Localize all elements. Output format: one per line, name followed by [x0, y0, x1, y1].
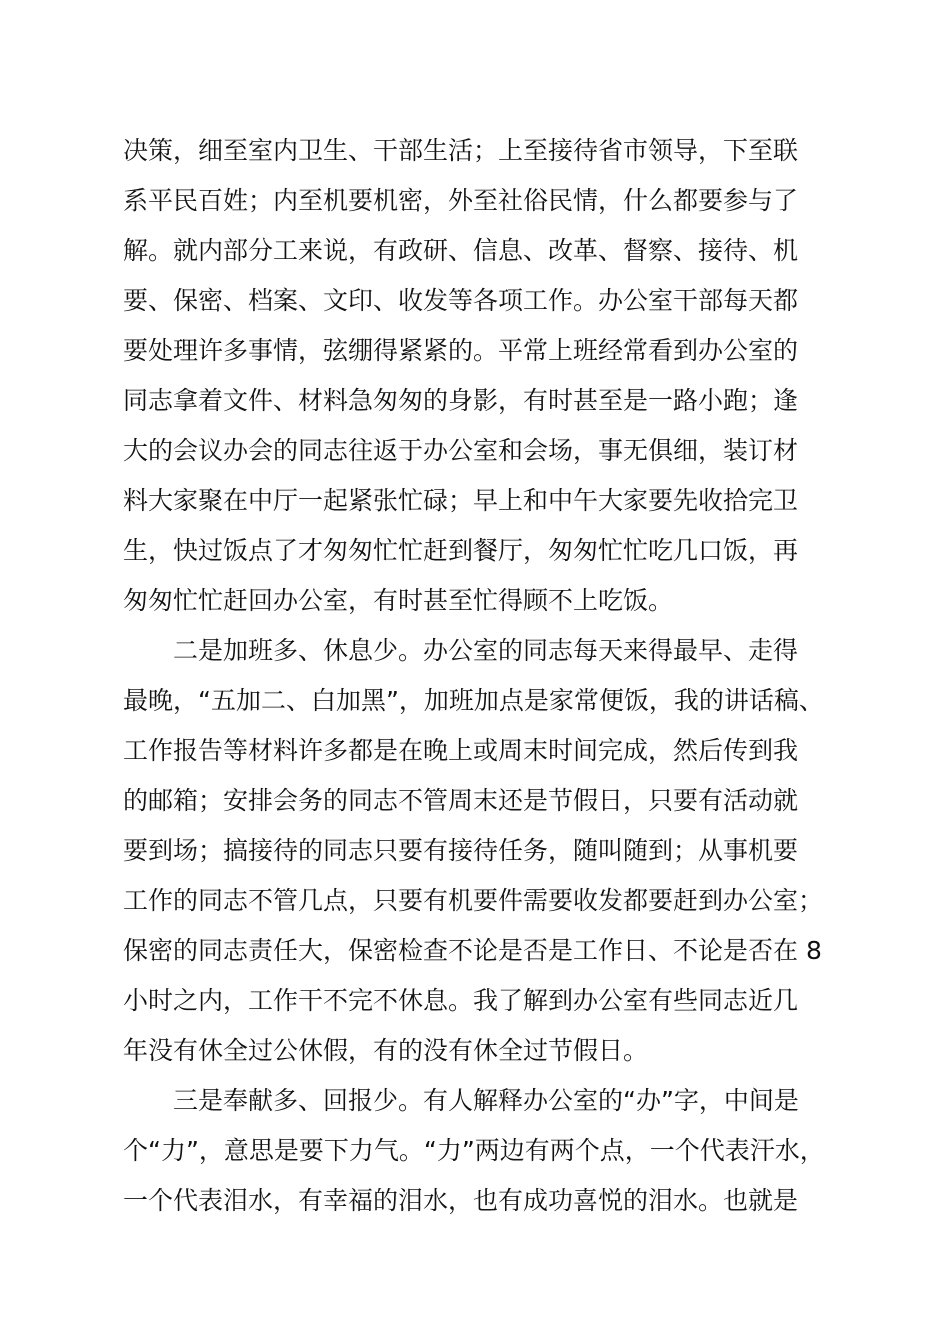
text-line: 一个代表泪水，有幸福的泪水，也有成功喜悦的泪水。也就是	[123, 1186, 799, 1215]
text-line: 系平民百姓；内至机要机密，外至社俗民情，什么都要参与了	[123, 186, 799, 215]
text-line: 最晚，“五加二、白加黑”，加班加点是家常便饭，我的讲话稿、	[123, 686, 824, 715]
text-line: 的邮箱；安排会务的同志不管周末还是节假日，只要有活动就	[123, 786, 799, 815]
text-line: 工作报告等材料许多都是在晚上或周末时间完成，然后传到我	[123, 736, 799, 765]
text-line: 决策，细至室内卫生、干部生活；上至接待省市领导，下至联	[123, 136, 799, 165]
text-line: 匆匆忙忙赶回办公室，有时甚至忙得顾不上吃饭。	[123, 586, 674, 615]
text-line: 要到场；搞接待的同志只要有接待任务，随叫随到；从事机要	[123, 836, 799, 865]
text-line: 同志拿着文件、材料急匆匆的身影，有时甚至是一路小跑；逢	[123, 386, 799, 415]
body-text	[123, 126, 863, 1226]
text-line: 要、保密、档案、文印、收发等各项工作。办公室干部每天都	[123, 286, 799, 315]
paragraph-start-line: 三是奉献多、回报少。有人解释办公室的“办”字，中间是	[173, 1086, 799, 1115]
text-line: 个“力”，意思是要下力气。“力”两边有两个点，一个代表汗水，	[123, 1136, 825, 1165]
text-line: 料大家聚在中厅一起紧张忙碌；早上和中午大家要先收拾完卫	[123, 486, 799, 515]
text-line: 解。就内部分工来说，有政研、信息、改革、督察、接待、机	[123, 236, 799, 265]
text-line: 要处理许多事情，弦绷得紧紧的。平常上班经常看到办公室的	[123, 336, 799, 365]
text-line: 保密的同志责任大，保密检查不论是否是工作日、不论是否在 8	[123, 936, 822, 965]
paragraph-start-line: 二是加班多、休息少。办公室的同志每天来得最早、走得	[173, 636, 799, 665]
text-line: 小时之内，工作干不完不休息。我了解到办公室有些同志近几	[123, 986, 799, 1015]
text-line: 工作的同志不管几点，只要有机要件需要收发都要赶到办公室；	[123, 886, 824, 915]
text-line: 年没有休全过公休假，有的没有休全过节假日。	[123, 1036, 649, 1065]
text-line: 生，快过饭点了才匆匆忙忙赶到餐厅，匆匆忙忙吃几口饭，再	[123, 536, 799, 565]
text-line: 大的会议办会的同志往返于办公室和会场，事无俱细，装订材	[123, 436, 799, 465]
